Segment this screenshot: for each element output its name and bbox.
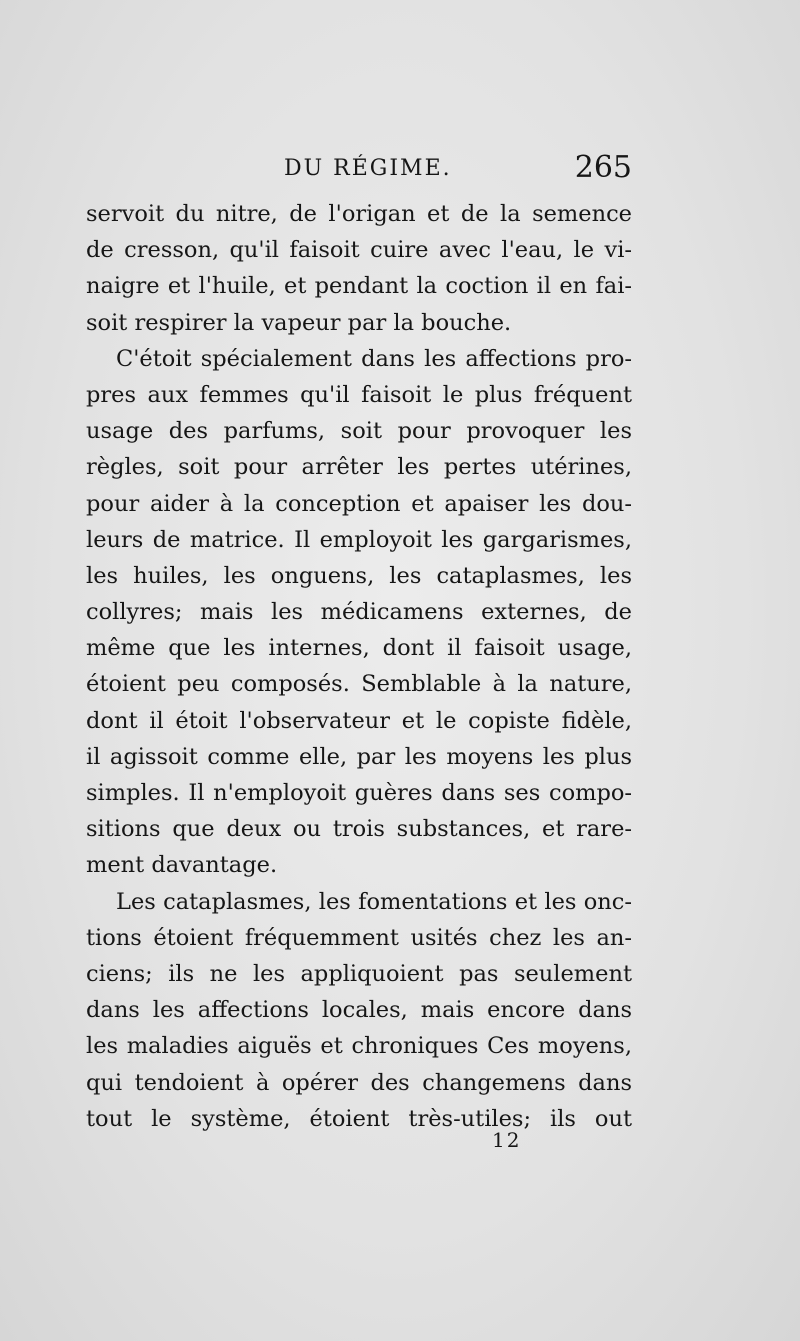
text-line: de cresson, qu'il faisoit cuire avec l'eau, le vi- bbox=[86, 237, 632, 264]
text-line: les huiles, les onguens, les cataplasmes, les bbox=[86, 562, 632, 589]
text-line: servoit du nitre, de l'origan et de la semence bbox=[86, 201, 632, 227]
text-line: ciens; ils ne les appliquoient pas seulement bbox=[86, 960, 632, 987]
text-line: tions étoient fréquemment usités chez les an- bbox=[86, 924, 632, 951]
text-line: leurs de matrice. Il employoit les gargarismes, bbox=[86, 526, 632, 553]
text-line: usage des parfums, soit pour provoquer les bbox=[86, 418, 632, 445]
text-line: pres aux femmes qu'il faisoit le plus fréquent bbox=[86, 381, 632, 408]
text-line: sitions que deux ou trois substances, et rare- bbox=[86, 816, 632, 843]
text-line: tout le système, étoient très-utiles; ils out bbox=[86, 1105, 632, 1132]
text-line: collyres; mais les médicamens externes, de bbox=[86, 599, 632, 626]
paragraph bbox=[86, 341, 632, 884]
text-line: étoient peu composés. Semblable à la nature, bbox=[86, 671, 632, 698]
signature-mark: 12 bbox=[492, 1128, 522, 1152]
text-line: dans les affections locales, mais encore dans bbox=[86, 997, 632, 1024]
text-line: les maladies aiguës et chroniques Ces moyens, bbox=[86, 1033, 632, 1060]
text-line: soit respirer la vapeur par la bouche. bbox=[86, 309, 512, 336]
text-line: simples. Il n'employoit guères dans ses compo- bbox=[86, 780, 632, 806]
running-title: DU RÉGIME. bbox=[284, 156, 452, 181]
text-line: C'étoit spécialement dans les affections pro- bbox=[116, 345, 632, 372]
text-line: règles, soit pour arrêter les pertes utérines, bbox=[86, 454, 632, 481]
text-line: qui tendoient à opérer des changemens dans bbox=[86, 1069, 632, 1096]
paragraph bbox=[86, 196, 632, 341]
text-line: ment davantage. bbox=[86, 852, 278, 879]
page-number: 265 bbox=[574, 150, 632, 185]
text-line: même que les internes, dont il faisoit usage, bbox=[86, 635, 632, 662]
text-line: il agissoit comme elle, par les moyens les plus bbox=[86, 743, 632, 770]
text-line: dont il étoit l'observateur et le copiste fidèle, bbox=[86, 707, 632, 734]
paragraph bbox=[86, 884, 632, 1137]
text-line: Les cataplasmes, les fomentations et les onc- bbox=[116, 888, 632, 915]
body-text bbox=[86, 196, 632, 1137]
running-head bbox=[86, 150, 632, 190]
text-line: naigre et l'huile, et pendant la coction il en fai- bbox=[86, 273, 632, 300]
text-line: pour aider à la conception et apaiser les dou- bbox=[86, 490, 632, 517]
